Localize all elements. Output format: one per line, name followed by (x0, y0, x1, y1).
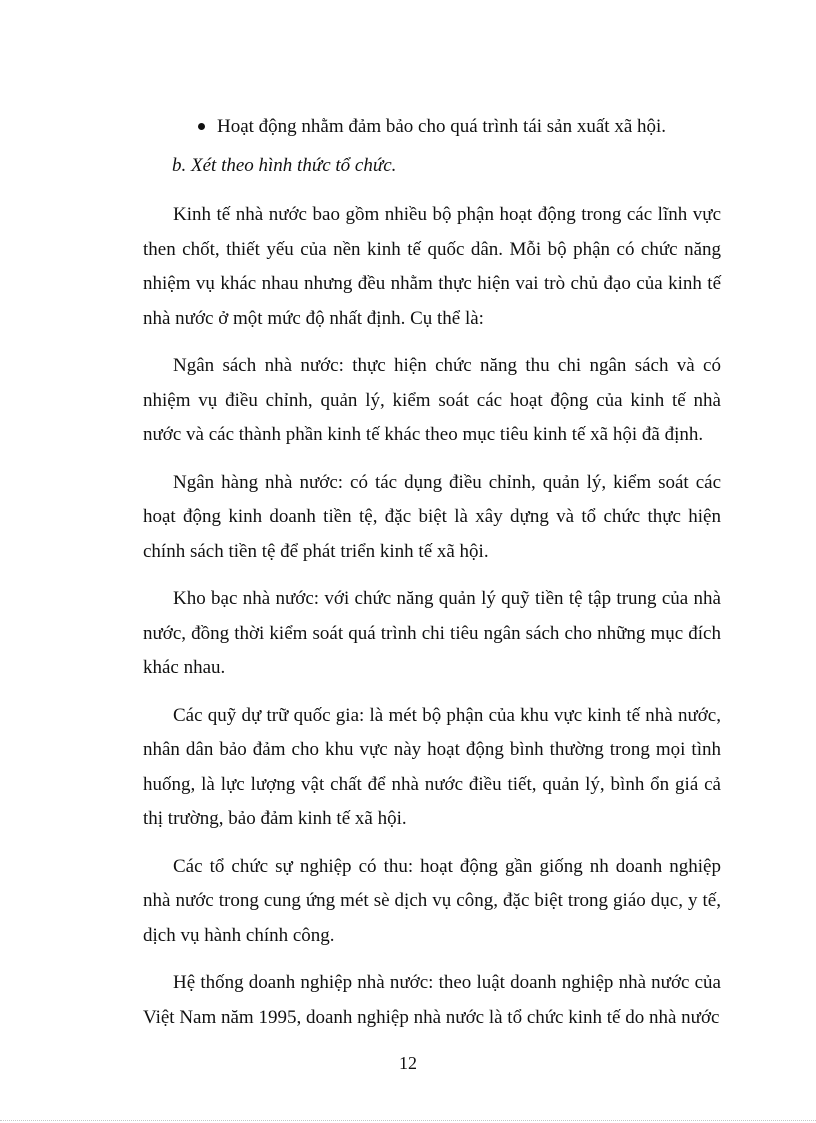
bullet-dot-icon (198, 123, 205, 130)
paragraph-state-budget: Ngân sách nhà nước: thực hiện chức năng thu chi ngân sách và có nhiệm vụ điều chỉnh, quản lý, kiểm soát các hoạt động của kinh tế nhà nước và các thành phần kinh tế khác theo mục tiêu kinh tế xã hội đã định. (143, 355, 721, 445)
page-bottom-divider (0, 1120, 816, 1121)
section-heading: b. Xét theo hình thức tổ chức. (172, 155, 397, 176)
paragraph-state-enterprises: Hệ thống doanh nghiệp nhà nước: theo luật doanh nghiệp nhà nước của Việt Nam năm 1995, doanh nghiệp nhà nước là tổ chức kinh tế do nhà nước (143, 972, 721, 1028)
body-text (143, 198, 721, 1048)
bullet-item-text: Hoạt động nhằm đảm bảo cho quá trình tái sản xuất xã hội. (217, 116, 667, 137)
paragraph-state-economy: Kinh tế nhà nước bao gồm nhiều bộ phận hoạt động trong các lĩnh vực then chốt, thiết yếu của nền kinh tế quốc dân. Mỗi bộ phận có chức năng nhiệm vụ khác nhau nhưng đều nhằm thực hiện vai trò chủ đạo của kinh tế nhà nước ở một mức độ nhất định. Cụ thể là: (143, 204, 721, 329)
paragraph-public-service-units: Các tổ chức sự nghiệp có thu: hoạt động gần giống nh doanh nghiệp nhà nước trong cung ứng mét sè dịch vụ công, đặc biệt trong giáo dục, y tế, dịch vụ hành chính công. (143, 855, 721, 946)
paragraph-national-reserves: Các quỹ dự trữ quốc gia: là mét bộ phận của khu vực kinh tế nhà nước, nhân dân bảo đảm cho khu vực này hoạt động bình thường trong mọi tình huống, là lực lượng vật chất để nhà nước điều tiết, quản lý, bình ổn giá cả thị trường, bảo đảm kinh tế xã hội. (143, 704, 721, 829)
page-number: 12 (399, 1053, 417, 1073)
paragraph-state-bank: Ngân hàng nhà nước: có tác dụng điều chỉnh, quản lý, kiểm soát các hoạt động kinh doanh tiền tệ, đặc biệt là xây dựng và tổ chức thực hiện chính sách tiền tệ để phát triển kinh tế xã hội. (143, 471, 721, 562)
paragraph-state-treasury: Kho bạc nhà nước: với chức năng quản lý quỹ tiền tệ tập trung của nhà nước, đồng thời kiểm soát quá trình chi tiêu ngân sách cho những mục đích khác nhau. (143, 588, 721, 678)
bullet-item (198, 113, 728, 141)
